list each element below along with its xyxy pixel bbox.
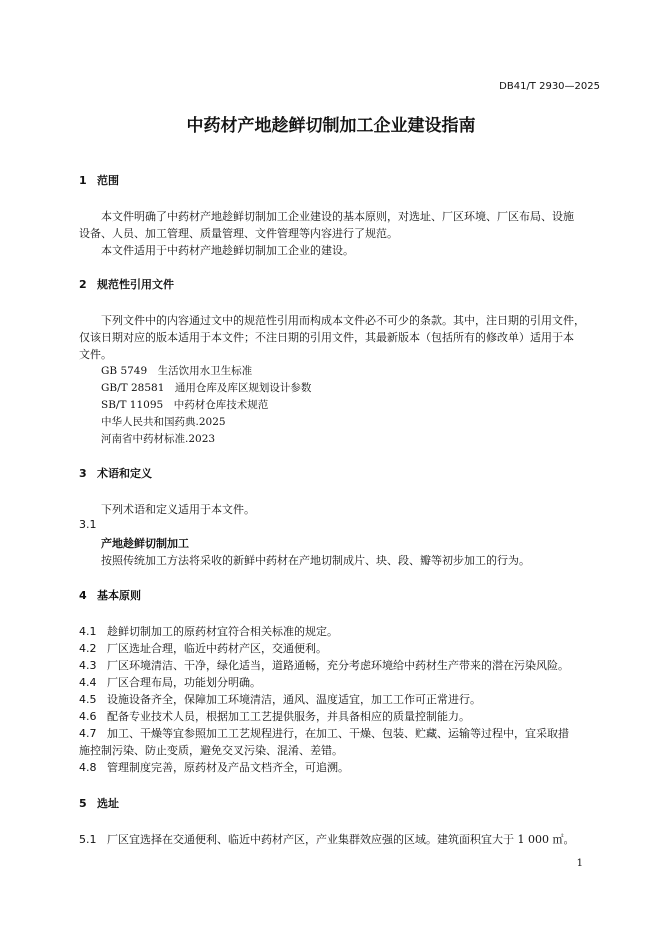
section-2-paragraph-line-2: 仅该日期对应的版本适用于本文件；不注日期的引用文件，其最新版本（包括所有的修改单）适用于本 — [79, 331, 574, 344]
section-5-heading: 5 选址 — [79, 797, 119, 810]
site-selection-item: 5.1 厂区宜选择在交通便利、临近中药材产区，产业集群效应强的区域。建筑面积宜大于 1 000 ㎡。 — [79, 833, 575, 846]
principle-item: 4.4 厂区合理布局，功能划分明确。 — [79, 676, 261, 689]
section-4-heading: 4 基本原则 — [79, 589, 141, 602]
section-2-paragraph-line-1: 下列文件中的内容通过文中的规范性引用而构成本文件必不可少的条款。其中，注日期的引用文件， — [101, 314, 585, 327]
reference-item: SB/T 11095 中药材仓库技术规范 — [101, 399, 269, 411]
reference-item: GB/T 28581 通用仓库及库区规划设计参数 — [101, 382, 312, 394]
principle-item: 4.7 加工、干燥等宜参照加工工艺规程进行，在加工、干燥、包装、贮藏、运输等过程中，宜采取措 — [79, 727, 569, 740]
section-2-heading: 2 规范性引用文件 — [79, 278, 174, 291]
term-number: 3.1 — [79, 518, 97, 531]
principle-item: 4.1 趁鲜切制加工的原药材宜符合相关标准的规定。 — [79, 625, 338, 638]
standard-number: DB41/T 2930—2025 — [499, 81, 600, 92]
page-number: 1 — [576, 858, 583, 869]
section-3-heading: 3 术语和定义 — [79, 467, 152, 480]
principle-item: 4.3 厂区环境清洁、干净，绿化适当，道路通畅，充分考虑环境给中药材生产带来的潜在污染风险。 — [79, 659, 569, 672]
reference-item: 中华人民共和国药典.2025 — [101, 416, 226, 428]
principle-item: 4.5 设施设备齐全，保障加工环境清洁，通风、温度适宜，加工工作可正常进行。 — [79, 693, 481, 706]
principle-item: 4.8 管理制度完善，原药材及产品文档齐全，可追溯。 — [79, 761, 349, 774]
section-1-paragraph-1-line-1: 本文件明确了中药材产地趁鲜切制加工企业建设的基本原则，对选址、厂区环境、厂区布局、设施 — [101, 210, 574, 223]
section-1-paragraph-1-line-2: 设备、人员、加工管理、质量管理、文件管理等内容进行了规范。 — [79, 227, 398, 240]
principle-item: 4.2 厂区选址合理，临近中药材产区，交通便利。 — [79, 642, 327, 655]
document-title: 中药材产地趁鲜切制加工企业建设指南 — [186, 116, 476, 136]
principle-item-continuation: 施控制污染、防止变质，避免交叉污染、混淆、差错。 — [79, 744, 343, 757]
section-1-paragraph-2: 本文件适用于中药材产地趁鲜切制加工企业的建设。 — [101, 244, 354, 257]
reference-item: GB 5749 生活饮用水卫生标准 — [101, 365, 253, 377]
section-3-paragraph: 下列术语和定义适用于本文件。 — [101, 503, 255, 516]
section-1-heading: 1 范围 — [79, 174, 119, 187]
term-name: 产地趁鲜切制加工 — [101, 537, 189, 550]
term-definition: 按照传统加工方法将采收的新鲜中药材在产地切制成片、块、段、瓣等初步加工的行为。 — [101, 554, 530, 567]
principle-item: 4.6 配备专业技术人员，根据加工工艺提供服务，并具备相应的质量控制能力。 — [79, 710, 470, 723]
reference-item: 河南省中药材标准.2023 — [101, 433, 216, 445]
section-2-paragraph-line-3: 文件。 — [79, 348, 112, 361]
